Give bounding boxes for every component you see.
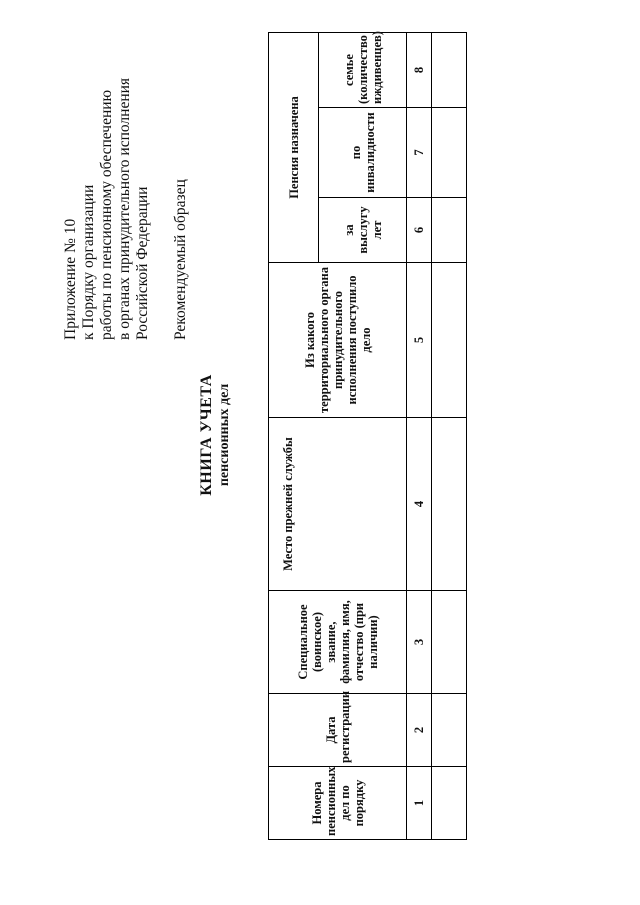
appendix-line: в органах принудительного исполнения xyxy=(116,77,133,340)
column-number: 1 xyxy=(407,767,432,840)
appendix-header xyxy=(62,20,190,340)
column-number: 7 xyxy=(407,108,432,198)
table-cell xyxy=(432,767,467,840)
column-number: 5 xyxy=(407,263,432,418)
appendix-line: Приложение № 10 xyxy=(62,218,79,340)
appendix-line: Российской Федерации xyxy=(134,186,151,340)
column-number: 3 xyxy=(407,591,432,694)
column-number: 4 xyxy=(407,418,432,591)
subcolumn-header-family: семье (количество иждивенцев) xyxy=(319,33,407,108)
column-header-source-body: Из какого территориального органа принудительного исполнения поступило дело xyxy=(269,263,407,418)
table-cell xyxy=(432,418,467,591)
column-number: 6 xyxy=(407,198,432,263)
table-cell xyxy=(432,694,467,767)
column-number-row xyxy=(407,33,432,840)
appendix-line: работы по пенсионному обеспечению xyxy=(98,89,115,340)
table-header-row xyxy=(269,33,319,840)
column-header-case-number: Номера пенсионных дел по порядку xyxy=(269,767,407,840)
column-number: 2 xyxy=(407,694,432,767)
column-header-previous-service: Место прежней службы xyxy=(269,418,407,591)
appendix-line: к Порядку организации xyxy=(80,184,97,340)
table-cell xyxy=(432,33,467,108)
table-cell xyxy=(432,591,467,694)
column-header-rank-name: Специальное (воинское) звание, фамилия, имя, отчество (при наличии) xyxy=(269,591,407,694)
table-cell xyxy=(432,198,467,263)
table-cell xyxy=(432,263,467,418)
pension-cases-table xyxy=(268,32,467,840)
title-subtitle: пенсионных дел xyxy=(217,383,232,487)
document-title xyxy=(198,315,233,555)
subcolumn-header-length-of-service: за выслугу лет xyxy=(319,198,407,263)
column-number: 8 xyxy=(407,33,432,108)
subcolumn-header-disability: по инвалидности xyxy=(319,108,407,198)
column-header-registration-date: Дата регистрации xyxy=(269,694,407,767)
recommended-sample-note: Рекомендуемый образец xyxy=(172,179,189,340)
table-row-empty xyxy=(432,33,467,840)
table-cell xyxy=(432,108,467,198)
column-group-pension-assigned: Пенсия назначена xyxy=(269,33,319,263)
title-main: КНИГА УЧЕТА xyxy=(198,374,215,496)
